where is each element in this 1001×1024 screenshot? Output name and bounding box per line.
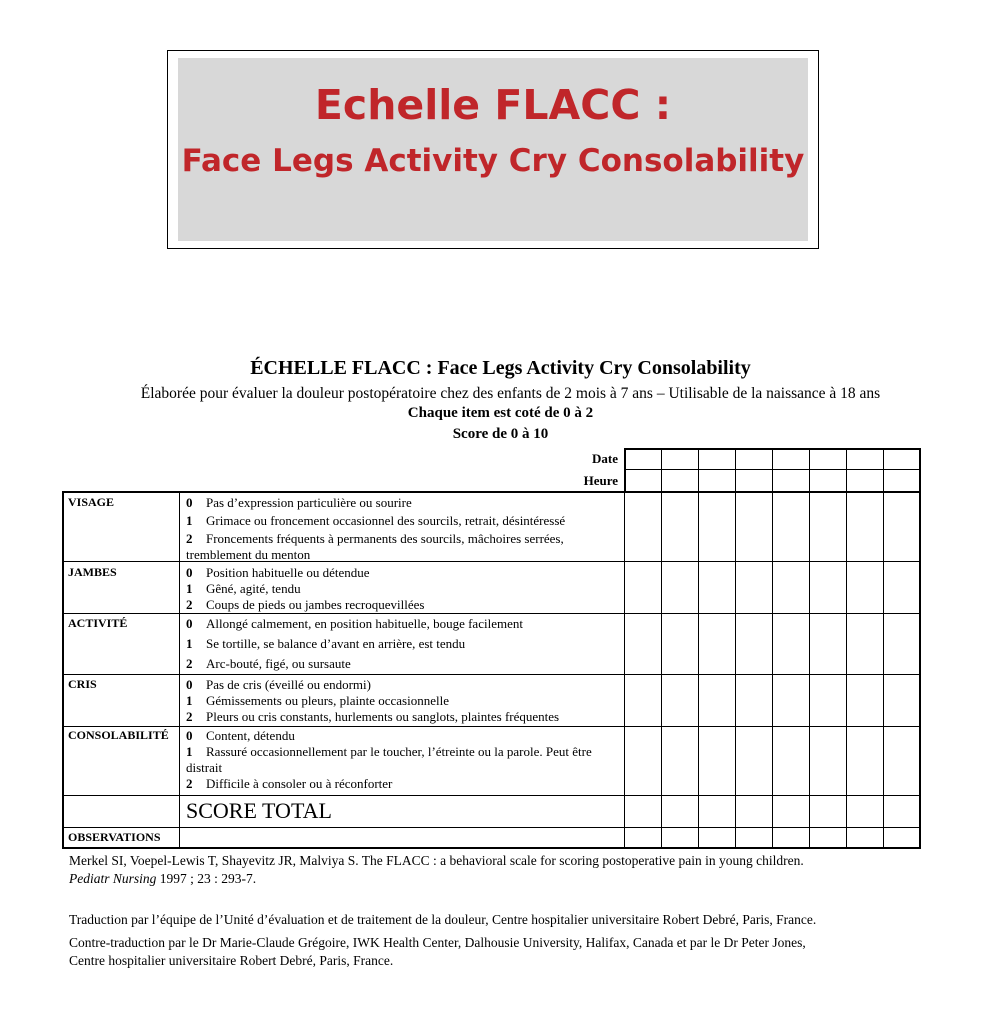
category-cris: CRIS	[68, 677, 97, 691]
row-divider	[62, 827, 921, 828]
list-item	[186, 531, 616, 563]
item-text: Rassuré occasionnellement par le toucher, l’étreinte ou la parole. Peut être distrait	[186, 744, 592, 775]
item-text: Pas de cris (éveillé ou endormi)	[206, 677, 371, 692]
row-divider	[62, 613, 921, 614]
category-visage: VISAGE	[68, 495, 115, 509]
score-range-note: Score de 0 à 10	[452, 426, 549, 442]
item-score: 2	[186, 776, 193, 791]
item-text: Se tortille, se balance d’avant en arrière, est tendu	[206, 636, 466, 651]
list-item	[186, 728, 616, 744]
item-text: Allongé calmement, en position habituelle, bouge facilement	[206, 616, 523, 631]
back-translation-line: Contre-traduction par le Dr Marie-Claude Grégoire, IWK Health Center, Dalhousie University, Halifax, Canada et par le Dr Peter Jones,	[69, 935, 806, 950]
list-item	[186, 495, 616, 511]
grid-column-line	[735, 448, 736, 849]
cris-items	[186, 677, 616, 725]
item-score: 2	[186, 531, 193, 546]
row-divider	[62, 674, 921, 675]
list-item	[186, 513, 616, 529]
item-text: Pleurs ou cris constants, hurlements ou sanglots, plaintes fréquentes	[206, 709, 560, 724]
list-item	[186, 677, 616, 693]
back-translation-line: Centre hospitalier universitaire Robert Debré, Paris, France.	[69, 952, 394, 968]
jambes-items	[186, 565, 616, 613]
item-text: Difficile à consoler ou à réconforter	[206, 776, 393, 791]
citation-line: Merkel SI, Voepel-Lewis T, Shayevitz JR, Malviya S. The FLACC : a behavioral scale for scoring postoperative pain in young children.	[69, 853, 804, 868]
grid-column-line	[883, 448, 884, 849]
scale-title: ÉCHELLE FLACC : Face Legs Activity Cry Consolability	[250, 357, 751, 379]
score-total-label: SCORE TOTAL	[186, 798, 332, 823]
banner-title: Echelle FLACC :	[314, 81, 672, 129]
item-text: Grimace ou froncement occasionnel des sourcils, retrait, désintéressé	[206, 513, 566, 528]
item-score: 2	[186, 656, 193, 671]
grid-column-line	[809, 448, 810, 849]
item-text: Arc-bouté, figé, ou sursaute	[206, 656, 351, 671]
item-score: 0	[186, 728, 193, 743]
category-jambes: JAMBES	[68, 565, 117, 579]
item-text: Gémissements ou pleurs, plainte occasionnelle	[206, 693, 449, 708]
title-banner	[167, 50, 819, 249]
list-item	[186, 776, 616, 792]
item-score: 1	[186, 636, 193, 651]
item-text: Content, détendu	[206, 728, 295, 743]
row-divider	[62, 795, 921, 796]
list-item	[186, 616, 616, 632]
item-score: 1	[186, 581, 193, 596]
item-text: Coups de pieds ou jambes recroquevillées	[206, 597, 425, 612]
list-item	[186, 597, 616, 613]
citation	[69, 852, 804, 887]
observations-label: OBSERVATIONS	[68, 830, 161, 844]
item-score: 1	[186, 744, 193, 759]
title-banner-background	[178, 58, 808, 241]
date-label: Date	[592, 451, 618, 466]
list-item	[186, 744, 616, 776]
scale-description: Élaborée pour évaluer la douleur postopératoire chez des enfants de 2 mois à 7 ans – Utilisable de la naissance à 18 ans	[140, 385, 881, 402]
item-text: Pas d’expression particulière ou sourire	[206, 495, 412, 510]
list-item	[186, 636, 616, 652]
banner-subtitle: Face Legs Activity Cry Consolability	[181, 143, 805, 179]
item-score: 0	[186, 677, 193, 692]
list-item	[186, 709, 616, 725]
row-divider	[62, 726, 921, 727]
item-text: Position habituelle ou détendue	[206, 565, 370, 580]
translation-credit: Traduction par l’équipe de l’Unité d’évaluation et de traitement de la douleur, Centre hospitalier universitaire Robert Debré, Paris, France.	[69, 912, 817, 927]
time-label: Heure	[583, 473, 618, 488]
item-score: 0	[186, 616, 193, 631]
item-score: 2	[186, 597, 193, 612]
item-score: 0	[186, 565, 193, 580]
citation-details: 1997 ; 23 : 293-7.	[156, 870, 257, 886]
list-item	[186, 656, 616, 672]
visage-items	[186, 495, 616, 563]
item-score: 1	[186, 693, 193, 708]
list-item	[186, 581, 616, 597]
item-score: 2	[186, 709, 193, 724]
item-score: 0	[186, 495, 193, 510]
list-item	[186, 565, 616, 581]
consolabilite-items	[186, 728, 616, 792]
citation-journal: Pediatr Nursing	[69, 870, 157, 886]
category-activite: ACTIVITÉ	[68, 616, 128, 630]
item-score: 1	[186, 513, 193, 528]
category-consolabilite: CONSOLABILITÉ	[68, 728, 169, 742]
grid-column-line	[698, 448, 699, 849]
back-translation-credit	[69, 934, 806, 969]
activite-items	[186, 616, 616, 672]
grid-column-line	[772, 448, 773, 849]
item-scoring-note: Chaque item est coté de 0 à 2	[407, 405, 594, 421]
flacc-table	[62, 448, 921, 849]
item-text: Gêné, agité, tendu	[206, 581, 301, 596]
grid-column-line	[846, 448, 847, 849]
list-item	[186, 693, 616, 709]
item-text: Froncements fréquents à permanents des sourcils, mâchoires serrées, tremblement du menton	[186, 531, 564, 562]
grid-column-line	[661, 448, 662, 849]
